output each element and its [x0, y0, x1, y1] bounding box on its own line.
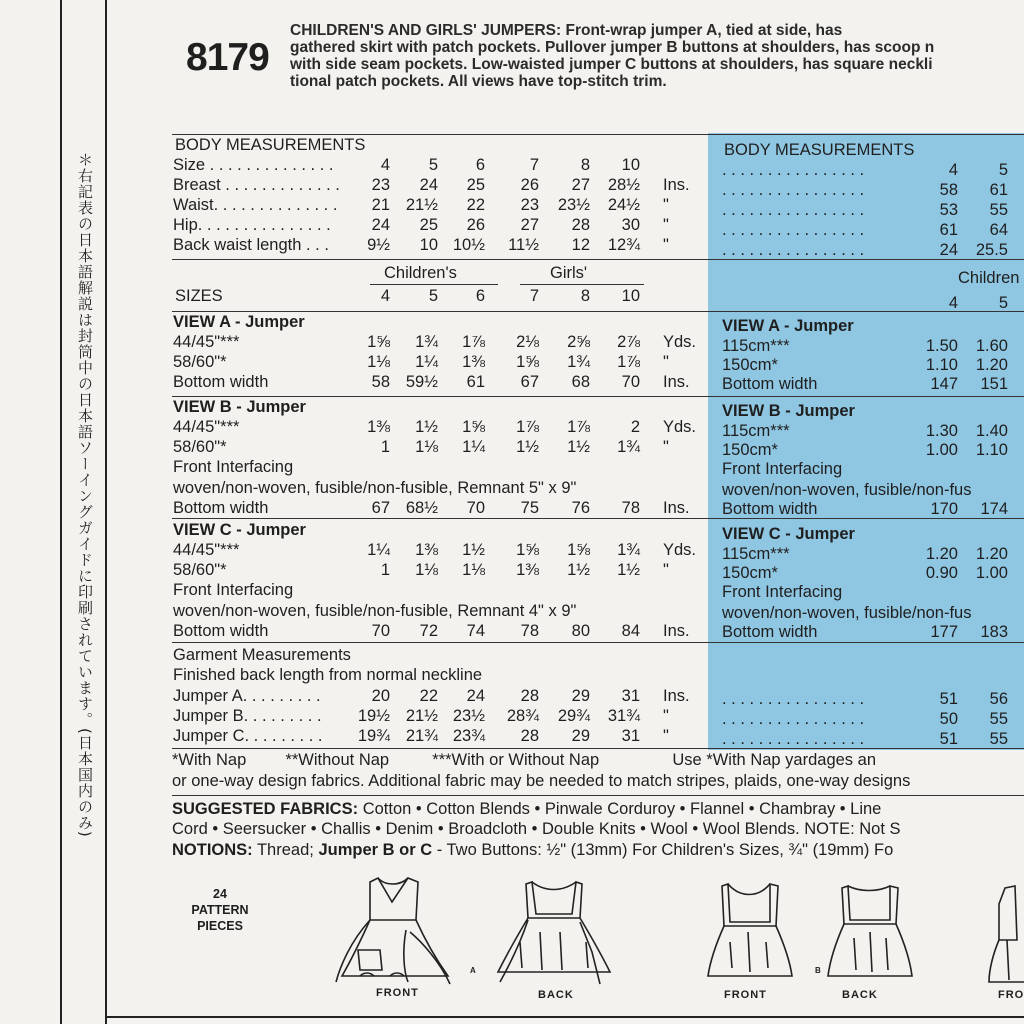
value-cell: 76: [571, 499, 590, 517]
unit-cell: Ins.: [663, 373, 690, 391]
sizes-label: SIZES: [175, 287, 223, 305]
value-cell: 24½: [607, 196, 640, 214]
garment-measurements-title: Garment Measurements: [173, 646, 351, 664]
value-cell: 1: [380, 561, 390, 579]
value-cell: 78: [520, 622, 539, 640]
value-cell: 1⅞: [617, 353, 640, 371]
value-cell: 24: [466, 687, 485, 705]
size-header-cell: 5: [428, 287, 438, 305]
value-cell: 8: [580, 156, 590, 174]
value-cell: 1.10: [925, 356, 958, 374]
unit-cell: Yds.: [663, 541, 697, 559]
value-cell: 6: [475, 156, 485, 174]
group-rule-childrens: [370, 284, 498, 285]
header-line: with side seam pockets. Low-waisted jumper C buttons at shoulders, has square neckli: [290, 56, 933, 73]
row-label: 58/60"*: [173, 561, 227, 579]
view-a-back-label: BACK: [538, 989, 574, 1001]
value-cell: 1⅛: [462, 561, 485, 579]
unit-cell: Ins.: [663, 622, 690, 640]
footnote-use: Use *With Nap yardages an: [672, 751, 876, 769]
table-rule: [172, 642, 1024, 643]
garment-measurements-subtitle: Finished back length from normal neckline: [173, 666, 483, 684]
value-cell: 59½: [405, 373, 438, 391]
value-cell: 1¼: [462, 438, 485, 456]
row-label: Jumper C. . . . . . . . .: [173, 727, 323, 745]
value-cell: 58: [939, 181, 958, 199]
value-cell: 26: [466, 216, 485, 234]
value-cell: 7: [529, 156, 539, 174]
group-rule-girls: [520, 284, 644, 285]
value-cell: 64: [989, 221, 1008, 239]
row-label: Size . . . . . . . . . . . . . .: [173, 156, 334, 174]
interfacing-detail: woven/non-woven, fusible/non-fus: [722, 604, 972, 622]
value-cell: 151: [980, 375, 1008, 393]
value-cell: 1½: [462, 541, 485, 559]
value-cell: 25: [466, 176, 485, 194]
view-b-front-sketch: [700, 872, 800, 987]
value-cell: 53: [939, 201, 958, 219]
view-b-marker: B: [815, 966, 822, 975]
value-cell: 1¾: [617, 438, 640, 456]
value-cell: 1⅝: [367, 333, 390, 351]
value-cell: 68½: [405, 499, 438, 517]
value-cell: 55: [989, 710, 1008, 728]
value-cell: 1.20: [975, 545, 1008, 563]
interfacing-label: Front Interfacing: [173, 458, 294, 476]
fabrics-line-1: Cotton • Cotton Blends • Pinwale Corduroy • Flannel • Chambray • Line: [362, 800, 882, 818]
view-a-front-label: FRONT: [376, 987, 419, 999]
value-cell: 10: [621, 156, 640, 174]
value-cell: 26: [520, 176, 539, 194]
unit-cell: ": [663, 216, 669, 234]
metric-view-title: VIEW B - Jumper: [722, 402, 855, 420]
value-cell: 1⅛: [415, 438, 438, 456]
footnote-with-nap: *With Nap: [172, 751, 247, 769]
value-cell: 1¾: [567, 353, 590, 371]
view-b-front-label: FRONT: [724, 989, 767, 1001]
interfacing-detail: woven/non-woven, fusible/non-fusible, Remnant 5" x 9": [173, 479, 577, 497]
header-line: gathered skirt with patch pockets. Pullover jumper B buttons at shoulders, has scoop n: [290, 39, 935, 56]
unit-cell: Yds.: [663, 333, 697, 351]
size-header-cell: 6: [475, 287, 485, 305]
value-cell: 22: [419, 687, 438, 705]
value-cell: 80: [571, 622, 590, 640]
suggested-fabrics: [172, 799, 881, 819]
value-cell: 24: [939, 241, 958, 259]
value-cell: 84: [621, 622, 640, 640]
row-label: Jumper B. . . . . . . . .: [173, 707, 322, 725]
row-label: 44/45"***: [173, 541, 240, 559]
header-description: [290, 22, 934, 90]
row-label: Bottom width: [173, 373, 269, 391]
pattern-pieces-badge: [180, 886, 260, 934]
value-cell: 29¾: [557, 707, 590, 725]
value-cell: 12: [571, 236, 590, 254]
notions: [172, 840, 893, 860]
value-cell: 21¾: [405, 727, 438, 745]
value-cell: 28½: [607, 176, 640, 194]
value-cell: 23½: [452, 707, 485, 725]
view-a-marker: A: [470, 966, 477, 975]
footnote-with-or-without: ***With or Without Nap: [432, 751, 600, 769]
value-cell: 1.00: [975, 564, 1008, 582]
view-c-front-label: FRO: [998, 989, 1024, 1001]
value-cell: 56: [989, 690, 1008, 708]
row-label: 44/45"***: [173, 418, 240, 436]
value-cell: 61: [939, 221, 958, 239]
metric-body-measurements-title: BODY MEASUREMENTS: [724, 141, 915, 159]
body-measurements-title: BODY MEASUREMENTS: [175, 136, 366, 154]
table-rule: [172, 748, 1024, 749]
value-cell: 183: [980, 623, 1008, 641]
value-cell: 2⅝: [567, 333, 590, 351]
leader-dots: . . . . . . . . . . . . . . . .: [722, 181, 865, 199]
value-cell: 51: [939, 690, 958, 708]
value-cell: 2⅛: [516, 333, 539, 351]
value-cell: 5: [428, 156, 438, 174]
value-cell: 55: [989, 730, 1008, 748]
value-cell: 1¾: [415, 333, 438, 351]
row-label: Waist. . . . . . . . . . . . . .: [173, 196, 338, 214]
value-cell: 70: [466, 499, 485, 517]
value-cell: 24: [371, 216, 390, 234]
view-title: VIEW B - Jumper: [173, 398, 306, 416]
leader-dots: . . . . . . . . . . . . . . . .: [722, 730, 865, 748]
value-cell: 2: [630, 418, 640, 436]
interfacing-detail: woven/non-woven, fusible/non-fusible, Remnant 4" x 9": [173, 602, 577, 620]
pattern-pieces-label: PIECES: [197, 919, 243, 933]
value-cell: 1.20: [925, 545, 958, 563]
value-cell: 24: [419, 176, 438, 194]
header-line: Front-wrap jumper A, tied at side, has: [565, 22, 843, 39]
view-b-back-label: BACK: [842, 989, 878, 1001]
value-cell: 21½: [405, 196, 438, 214]
value-cell: 29: [571, 727, 590, 745]
value-cell: 2⅞: [617, 333, 640, 351]
value-cell: 27: [571, 176, 590, 194]
group-label-childrens: Children's: [384, 264, 457, 282]
pattern-pieces-count: 24: [213, 887, 227, 901]
value-cell: 1⅛: [415, 561, 438, 579]
value-cell: 28: [520, 687, 539, 705]
fabrics-line-2: Cord • Seersucker • Challis • Denim • Broadcloth • Double Knits • Wool • Wool Blends. NOTE: Not S: [172, 820, 901, 838]
value-cell: 1.60: [975, 337, 1008, 355]
value-cell: 1½: [415, 418, 438, 436]
value-cell: 10: [419, 236, 438, 254]
footnote-without-nap: **Without Nap: [285, 751, 390, 769]
value-cell: 1.50: [925, 337, 958, 355]
notions-thread: Thread;: [256, 841, 314, 859]
value-cell: 177: [930, 623, 958, 641]
value-cell: 68: [571, 373, 590, 391]
unit-cell: ": [663, 438, 669, 456]
interfacing-label: Front Interfacing: [722, 583, 843, 601]
value-cell: 1⅛: [367, 353, 390, 371]
metric-group-label: Children: [958, 269, 1020, 287]
value-cell: 23½: [557, 196, 590, 214]
row-label: Bottom width: [173, 499, 269, 517]
value-cell: 1.00: [925, 441, 958, 459]
value-cell: 70: [371, 622, 390, 640]
footnotes: [172, 750, 876, 770]
group-label-girls: Girls': [550, 264, 588, 282]
value-cell: 55: [989, 201, 1008, 219]
notions-buttons: - Two Buttons: ½" (13mm) For Children's Sizes, ¾" (19mm) Fo: [436, 841, 894, 859]
size-header-cell: 4: [380, 287, 390, 305]
value-cell: 23: [371, 176, 390, 194]
size-header-cell: 8: [580, 287, 590, 305]
row-label: Breast . . . . . . . . . . . . .: [173, 176, 340, 194]
value-cell: 1¾: [617, 541, 640, 559]
value-cell: 4: [948, 161, 958, 179]
value-cell: 23¾: [452, 727, 485, 745]
metric-view-title: VIEW A - Jumper: [722, 317, 854, 335]
value-cell: 58: [371, 373, 390, 391]
value-cell: 1½: [567, 438, 590, 456]
leader-dots: . . . . . . . . . . . . . . . .: [722, 241, 865, 259]
value-cell: 1⅜: [462, 353, 485, 371]
value-cell: 19½: [357, 707, 390, 725]
value-cell: 170: [930, 500, 958, 518]
value-cell: 50: [939, 710, 958, 728]
row-label: 150cm*: [722, 441, 778, 459]
row-label: Bottom width: [722, 623, 818, 641]
row-label: Bottom width: [722, 375, 818, 393]
unit-cell: Ins.: [663, 176, 690, 194]
value-cell: 1⅞: [462, 333, 485, 351]
value-cell: 1⅜: [415, 541, 438, 559]
value-cell: 10½: [452, 236, 485, 254]
value-cell: 1⅜: [367, 418, 390, 436]
unit-cell: ": [663, 707, 669, 725]
table-rule: [172, 518, 1024, 519]
value-cell: 1⅝: [516, 541, 539, 559]
size-header-cell: 10: [621, 287, 640, 305]
view-title: VIEW C - Jumper: [173, 521, 306, 539]
value-cell: 27: [520, 216, 539, 234]
value-cell: 28: [520, 727, 539, 745]
leader-dots: . . . . . . . . . . . . . . . .: [722, 690, 865, 708]
row-label: 150cm*: [722, 564, 778, 582]
value-cell: 174: [980, 500, 1008, 518]
value-cell: 61: [989, 181, 1008, 199]
row-label: 115cm***: [722, 545, 790, 563]
metric-size-header-cell: 4: [948, 294, 958, 312]
view-b-back-sketch: [820, 872, 920, 987]
value-cell: 5: [998, 161, 1008, 179]
value-cell: 78: [621, 499, 640, 517]
value-cell: 74: [466, 622, 485, 640]
value-cell: 29: [571, 687, 590, 705]
value-cell: 28¾: [506, 707, 539, 725]
header-title: CHILDREN'S AND GIRLS' JUMPERS:: [290, 22, 562, 39]
row-label: 58/60"*: [173, 353, 227, 371]
view-c-front-sketch: [985, 880, 1024, 990]
value-cell: 1¼: [367, 541, 390, 559]
bottom-border-line: [105, 1016, 1024, 1018]
japanese-note: ＊右記表の日本語解説は封筒中の日本語ソーイングガイドに印刷されています。(日本国内のみ): [76, 152, 94, 838]
unit-cell: ": [663, 196, 669, 214]
unit-cell: Ins.: [663, 687, 690, 705]
value-cell: 70: [621, 373, 640, 391]
value-cell: 31: [621, 727, 640, 745]
unit-cell: ": [663, 353, 669, 371]
value-cell: 1.40: [975, 422, 1008, 440]
value-cell: 4: [380, 156, 390, 174]
row-label: Bottom width: [722, 500, 818, 518]
value-cell: 1⅝: [516, 353, 539, 371]
value-cell: 1⅜: [516, 561, 539, 579]
metric-size-header-cell: 5: [998, 294, 1008, 312]
header-line: tional patch pockets. All views have top-stitch trim.: [290, 73, 667, 90]
size-header-cell: 7: [529, 287, 539, 305]
value-cell: 61: [466, 373, 485, 391]
value-cell: 1⅝: [462, 418, 485, 436]
view-title: VIEW A - Jumper: [173, 313, 305, 331]
value-cell: 21: [371, 196, 390, 214]
value-cell: 1: [380, 438, 390, 456]
table-rule: [172, 795, 1024, 796]
value-cell: 1½: [617, 561, 640, 579]
notions-jumper: Jumper B or C: [318, 841, 433, 859]
value-cell: 31¾: [607, 707, 640, 725]
value-cell: 1⅞: [516, 418, 539, 436]
unit-cell: Ins.: [663, 499, 690, 517]
value-cell: 12¾: [607, 236, 640, 254]
value-cell: 30: [621, 216, 640, 234]
fabrics-label: SUGGESTED FABRICS:: [172, 800, 359, 818]
value-cell: 1½: [567, 561, 590, 579]
row-label: Jumper A. . . . . . . . .: [173, 687, 321, 705]
value-cell: 72: [419, 622, 438, 640]
interfacing-label: Front Interfacing: [722, 460, 843, 478]
value-cell: 0.90: [925, 564, 958, 582]
metric-view-title: VIEW C - Jumper: [722, 525, 855, 543]
value-cell: 147: [930, 375, 958, 393]
value-cell: 25.5: [975, 241, 1008, 259]
value-cell: 75: [520, 499, 539, 517]
view-a-back-sketch: [490, 872, 620, 987]
row-label: 115cm***: [722, 422, 790, 440]
value-cell: 1.30: [925, 422, 958, 440]
interfacing-detail: woven/non-woven, fusible/non-fus: [722, 481, 972, 499]
interfacing-label: Front Interfacing: [173, 581, 294, 599]
unit-cell: ": [663, 727, 669, 745]
row-label: 115cm***: [722, 337, 790, 355]
inner-border-line: [105, 0, 107, 1024]
value-cell: 1.20: [975, 356, 1008, 374]
pattern-pieces-label: PATTERN: [191, 903, 249, 917]
value-cell: 19¾: [357, 727, 390, 745]
leader-dots: . . . . . . . . . . . . . . . .: [722, 201, 865, 219]
value-cell: 22: [466, 196, 485, 214]
view-a-front-sketch: [330, 872, 460, 987]
leader-dots: . . . . . . . . . . . . . . . .: [722, 161, 865, 179]
row-label: Hip. . . . . . . . . . . . . . .: [173, 216, 331, 234]
value-cell: 1½: [516, 438, 539, 456]
leader-dots: . . . . . . . . . . . . . . . .: [722, 221, 865, 239]
value-cell: 1⅝: [567, 541, 590, 559]
value-cell: 31: [621, 687, 640, 705]
table-rule: [172, 259, 1024, 260]
footnote-line-2: or one-way design fabrics. Additional fabric may be needed to match stripes, plaids, one-way designs: [172, 772, 911, 790]
row-label: 44/45"***: [173, 333, 240, 351]
unit-cell: ": [663, 561, 669, 579]
value-cell: 23: [520, 196, 539, 214]
outer-border-line: [60, 0, 62, 1024]
row-label: 150cm*: [722, 356, 778, 374]
value-cell: 67: [520, 373, 539, 391]
unit-cell: ": [663, 236, 669, 254]
value-cell: 67: [371, 499, 390, 517]
value-cell: 1¼: [415, 353, 438, 371]
unit-cell: Yds.: [663, 418, 697, 436]
pattern-number: 8179: [186, 36, 269, 79]
row-label: Back waist length . . .: [173, 236, 329, 254]
value-cell: 51: [939, 730, 958, 748]
row-label: 58/60"*: [173, 438, 227, 456]
row-label: Bottom width: [173, 622, 269, 640]
value-cell: 28: [571, 216, 590, 234]
value-cell: 11½: [508, 236, 539, 254]
value-cell: 20: [371, 687, 390, 705]
value-cell: 9½: [367, 236, 390, 254]
value-cell: 1.10: [975, 441, 1008, 459]
value-cell: 21½: [405, 707, 438, 725]
leader-dots: . . . . . . . . . . . . . . . .: [722, 710, 865, 728]
value-cell: 1⅞: [567, 418, 590, 436]
notions-label: NOTIONS:: [172, 841, 253, 859]
value-cell: 25: [419, 216, 438, 234]
